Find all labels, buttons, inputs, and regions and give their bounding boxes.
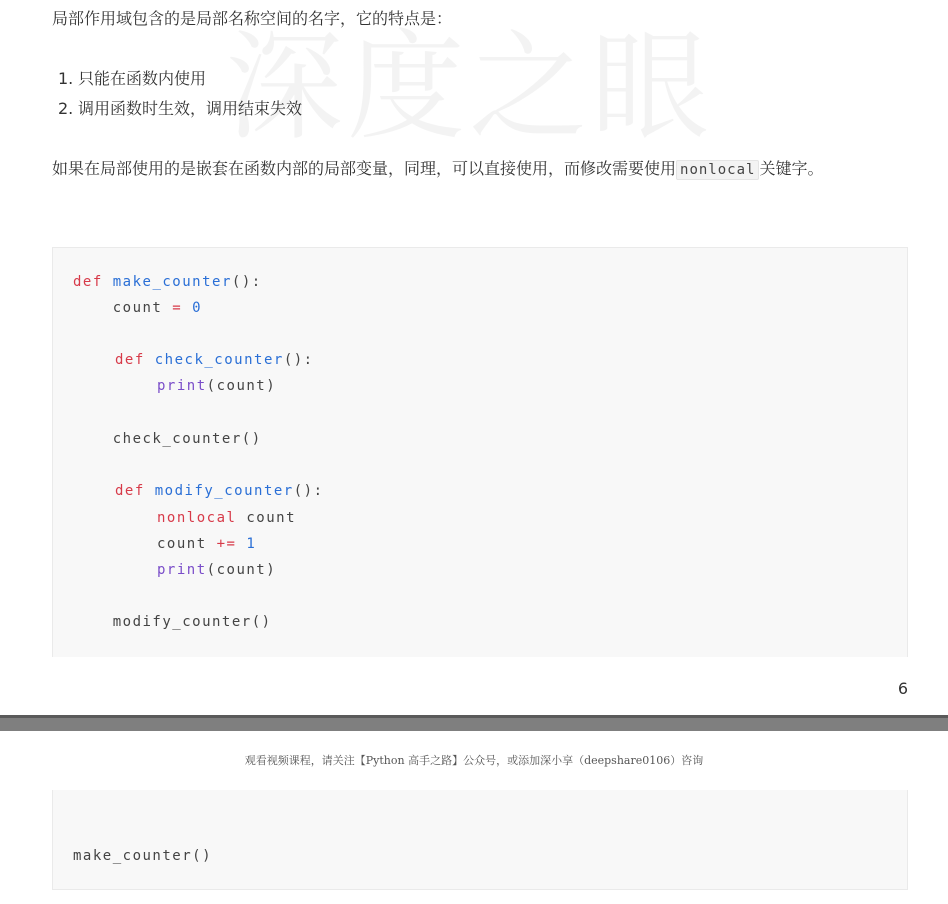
code-line: count += 1	[157, 536, 257, 552]
page-number: 6	[897, 679, 908, 698]
code-line: make_counter()	[73, 848, 213, 864]
numbered-list	[58, 64, 302, 124]
inline-code: nonlocal	[676, 160, 759, 180]
code-line: modify_counter()	[73, 614, 272, 630]
list-number: 1.	[58, 69, 74, 88]
paragraph	[52, 154, 908, 185]
list-text: 只能在函数内使用	[78, 69, 207, 88]
paragraph: 局部作用域包含的是局部名称空间的名字，它的特点是：	[52, 9, 453, 28]
code-line: nonlocal count	[157, 510, 297, 526]
list-item	[58, 94, 302, 124]
code-line: print(count)	[157, 378, 277, 394]
paragraph-text: 如果在局部使用的是嵌套在函数内部的局部变量，同理，可以直接使用，而修改需要使用	[52, 159, 677, 178]
list-item	[58, 64, 302, 94]
page-separator-edge	[0, 715, 948, 718]
code-block	[52, 247, 908, 657]
page-header: 观看视频课程，请关注【Python 高手之路】公众号，或添加深小享（deepshare0106）咨询	[244, 754, 704, 767]
paragraph-text: 关键字。	[759, 159, 824, 178]
code-line: count = 0	[73, 300, 203, 316]
list-text: 调用函数时生效，调用结束失效	[78, 99, 303, 118]
code-line: def make_counter():	[73, 274, 262, 290]
code-line: def modify_counter():	[115, 483, 324, 499]
code-line: def check_counter():	[115, 352, 314, 368]
code-line: print(count)	[157, 562, 277, 578]
list-number: 2.	[58, 99, 74, 118]
code-block-continued	[52, 790, 908, 890]
code-line: check_counter()	[73, 431, 262, 447]
